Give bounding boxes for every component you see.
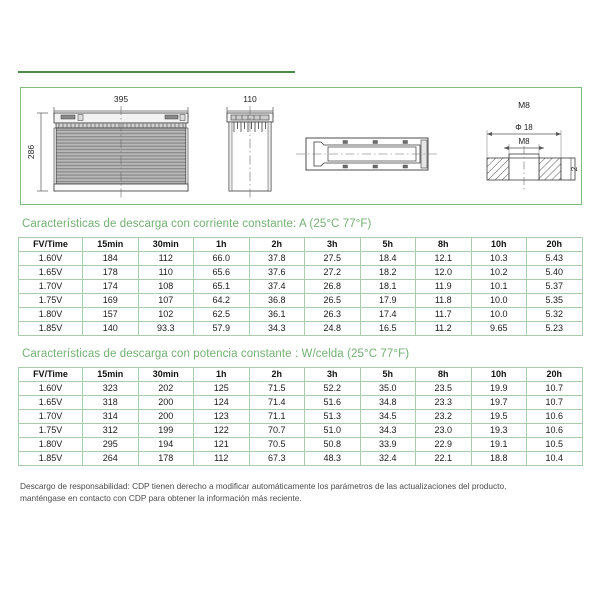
data-cell: 36.1 — [249, 308, 305, 322]
table-row — [19, 396, 583, 410]
data-cell: 34.8 — [360, 396, 416, 410]
data-cell: 102 — [138, 308, 194, 322]
data-cell: 71.1 — [249, 410, 305, 424]
table-row — [19, 410, 583, 424]
data-cell: 12.0 — [416, 266, 472, 280]
data-cell: 37.4 — [249, 280, 305, 294]
data-cell: 112 — [194, 452, 250, 466]
data-cell: 37.6 — [249, 266, 305, 280]
row-label-cell: 1.75V — [19, 294, 83, 308]
data-cell: 10.2 — [471, 266, 527, 280]
column-header: 5h — [360, 368, 416, 382]
column-header: 10h — [471, 368, 527, 382]
data-cell: 110 — [138, 266, 194, 280]
row-label-cell: 1.60V — [19, 252, 83, 266]
constant-current-discharge-table — [18, 237, 583, 336]
data-cell: 323 — [83, 382, 139, 396]
data-cell: 264 — [83, 452, 139, 466]
row-label-cell: 1.65V — [19, 266, 83, 280]
column-header: 30min — [138, 368, 194, 382]
data-cell: 71.4 — [249, 396, 305, 410]
data-cell: 112 — [138, 252, 194, 266]
front-view-group — [26, 94, 188, 198]
data-cell: 12.1 — [416, 252, 472, 266]
front-height-dimension: 286 — [26, 144, 36, 160]
data-cell: 314 — [83, 410, 139, 424]
data-cell: 10.3 — [471, 252, 527, 266]
data-cell: 5.37 — [527, 280, 583, 294]
battery-dimension-drawing — [21, 88, 580, 203]
data-cell: 10.0 — [471, 308, 527, 322]
constant-current-section-title: Características de descarga con corriente constante: A (25°C 77°F) — [22, 218, 372, 230]
table-row — [19, 280, 583, 294]
data-cell: 17.4 — [360, 308, 416, 322]
side-width-dimension: 110 — [243, 94, 257, 104]
data-cell: 107 — [138, 294, 194, 308]
data-cell: 10.1 — [471, 280, 527, 294]
data-cell: 5.23 — [527, 322, 583, 336]
data-cell: 51.3 — [305, 410, 361, 424]
data-cell: 10.4 — [527, 452, 583, 466]
data-cell: 10.7 — [527, 396, 583, 410]
column-header: 1h — [194, 368, 250, 382]
data-cell: 19.3 — [471, 424, 527, 438]
data-cell: 295 — [83, 438, 139, 452]
row-label-cell: 1.85V — [19, 322, 83, 336]
table-row — [19, 424, 583, 438]
data-cell: 51.0 — [305, 424, 361, 438]
technical-drawing-panel — [20, 87, 582, 205]
m8-detail-title: M8 — [518, 100, 530, 110]
column-header: FV/Time — [19, 368, 83, 382]
data-cell: 35.0 — [360, 382, 416, 396]
data-cell: 34.3 — [249, 322, 305, 336]
data-cell: 19.5 — [471, 410, 527, 424]
data-cell: 5.32 — [527, 308, 583, 322]
m8-thread-dimension: M8 — [518, 137, 530, 146]
data-cell: 65.6 — [194, 266, 250, 280]
column-header: 20h — [527, 368, 583, 382]
table-row — [19, 452, 583, 466]
data-cell: 34.3 — [360, 424, 416, 438]
data-cell: 178 — [138, 452, 194, 466]
data-cell: 10.5 — [527, 438, 583, 452]
data-cell: 23.2 — [416, 410, 472, 424]
data-cell: 16.5 — [360, 322, 416, 336]
column-header: 20h — [527, 238, 583, 252]
data-cell: 5.43 — [527, 252, 583, 266]
row-label-cell: 1.85V — [19, 452, 83, 466]
data-cell: 122 — [194, 424, 250, 438]
row-label-cell: 1.70V — [19, 410, 83, 424]
data-cell: 33.9 — [360, 438, 416, 452]
data-cell: 10.6 — [527, 424, 583, 438]
data-cell: 10.6 — [527, 410, 583, 424]
column-header: 3h — [305, 368, 361, 382]
data-cell: 178 — [83, 266, 139, 280]
data-cell: 19.9 — [471, 382, 527, 396]
constant-power-section-title: Características de descarga con potencia constante : W/celda (25°C 77°F) — [22, 348, 410, 360]
data-cell: 123 — [194, 410, 250, 424]
data-cell: 51.6 — [305, 396, 361, 410]
data-cell: 10.0 — [471, 294, 527, 308]
table-header-row — [19, 238, 583, 252]
row-label-cell: 1.80V — [19, 308, 83, 322]
column-header: 1h — [194, 238, 250, 252]
data-cell: 312 — [83, 424, 139, 438]
column-header: 8h — [416, 368, 472, 382]
m8-terminal-detail-group — [487, 100, 579, 192]
data-cell: 24.8 — [305, 322, 361, 336]
constant-power-discharge-table — [18, 367, 583, 466]
data-cell: 71.5 — [249, 382, 305, 396]
table-row — [19, 438, 583, 452]
data-cell: 26.3 — [305, 308, 361, 322]
data-cell: 23.5 — [416, 382, 472, 396]
data-cell: 17.9 — [360, 294, 416, 308]
data-cell: 124 — [194, 396, 250, 410]
data-cell: 174 — [83, 280, 139, 294]
m8-diameter-dimension: Φ 18 — [515, 123, 533, 132]
data-cell: 48.3 — [305, 452, 361, 466]
side-view-group — [227, 94, 273, 198]
data-cell: 169 — [83, 294, 139, 308]
data-cell: 5.35 — [527, 294, 583, 308]
data-cell: 37.8 — [249, 252, 305, 266]
data-cell: 65.1 — [194, 280, 250, 294]
data-cell: 18.1 — [360, 280, 416, 294]
column-header: 2h — [249, 238, 305, 252]
data-cell: 27.5 — [305, 252, 361, 266]
data-cell: 157 — [83, 308, 139, 322]
row-label-cell: 1.75V — [19, 424, 83, 438]
data-cell: 23.0 — [416, 424, 472, 438]
column-header: FV/Time — [19, 238, 83, 252]
table-row — [19, 382, 583, 396]
data-cell: 34.5 — [360, 410, 416, 424]
data-cell: 10.7 — [527, 382, 583, 396]
column-header: 2h — [249, 368, 305, 382]
column-header: 30min — [138, 238, 194, 252]
data-cell: 200 — [138, 396, 194, 410]
data-cell: 19.1 — [471, 438, 527, 452]
data-cell: 11.2 — [416, 322, 472, 336]
data-cell: 11.7 — [416, 308, 472, 322]
data-cell: 9.65 — [471, 322, 527, 336]
data-cell: 50.8 — [305, 438, 361, 452]
column-header: 15min — [83, 238, 139, 252]
data-cell: 108 — [138, 280, 194, 294]
data-cell: 140 — [83, 322, 139, 336]
table-row — [19, 308, 583, 322]
data-cell: 125 — [194, 382, 250, 396]
data-cell: 194 — [138, 438, 194, 452]
row-label-cell: 1.60V — [19, 382, 83, 396]
data-cell: 318 — [83, 396, 139, 410]
data-cell: 22.1 — [416, 452, 472, 466]
data-cell: 36.8 — [249, 294, 305, 308]
data-cell: 67.3 — [249, 452, 305, 466]
data-cell: 184 — [83, 252, 139, 266]
section-divider-rule — [18, 71, 295, 73]
column-header: 3h — [305, 238, 361, 252]
data-cell: 18.4 — [360, 252, 416, 266]
data-cell: 22.9 — [416, 438, 472, 452]
data-cell: 64.2 — [194, 294, 250, 308]
table-header-row — [19, 368, 583, 382]
column-header: 10h — [471, 238, 527, 252]
column-header: 15min — [83, 368, 139, 382]
data-cell: 200 — [138, 410, 194, 424]
data-cell: 5.40 — [527, 266, 583, 280]
data-cell: 11.8 — [416, 294, 472, 308]
data-cell: 62.5 — [194, 308, 250, 322]
table-row — [19, 322, 583, 336]
data-cell: 32.4 — [360, 452, 416, 466]
top-view-group — [296, 138, 438, 170]
data-cell: 121 — [194, 438, 250, 452]
disclaimer-text: Descargo de responsabilidad: CDP tienen derecho a modificar automáticamente los parámetros de las actualizaciones del producto, manténgase en contacto con CDP para obtener la información más reciente. — [20, 481, 507, 503]
row-label-cell: 1.65V — [19, 396, 83, 410]
data-cell: 93.3 — [138, 322, 194, 336]
row-label-cell: 1.80V — [19, 438, 83, 452]
data-cell: 66.0 — [194, 252, 250, 266]
data-cell: 57.9 — [194, 322, 250, 336]
data-cell: 18.2 — [360, 266, 416, 280]
data-cell: 23.3 — [416, 396, 472, 410]
table-row — [19, 294, 583, 308]
table-row — [19, 252, 583, 266]
row-label-cell: 1.70V — [19, 280, 83, 294]
data-cell: 199 — [138, 424, 194, 438]
m8-thickness-dimension: 2 — [570, 166, 579, 172]
data-cell: 70.5 — [249, 438, 305, 452]
data-cell: 26.5 — [305, 294, 361, 308]
data-cell: 70.7 — [249, 424, 305, 438]
front-width-dimension: 395 — [113, 94, 129, 104]
column-header: 8h — [416, 238, 472, 252]
data-cell: 202 — [138, 382, 194, 396]
table-row — [19, 266, 583, 280]
data-cell: 27.2 — [305, 266, 361, 280]
data-cell: 26.8 — [305, 280, 361, 294]
data-cell: 19.7 — [471, 396, 527, 410]
data-cell: 18.8 — [471, 452, 527, 466]
data-cell: 11.9 — [416, 280, 472, 294]
data-cell: 52.2 — [305, 382, 361, 396]
column-header: 5h — [360, 238, 416, 252]
